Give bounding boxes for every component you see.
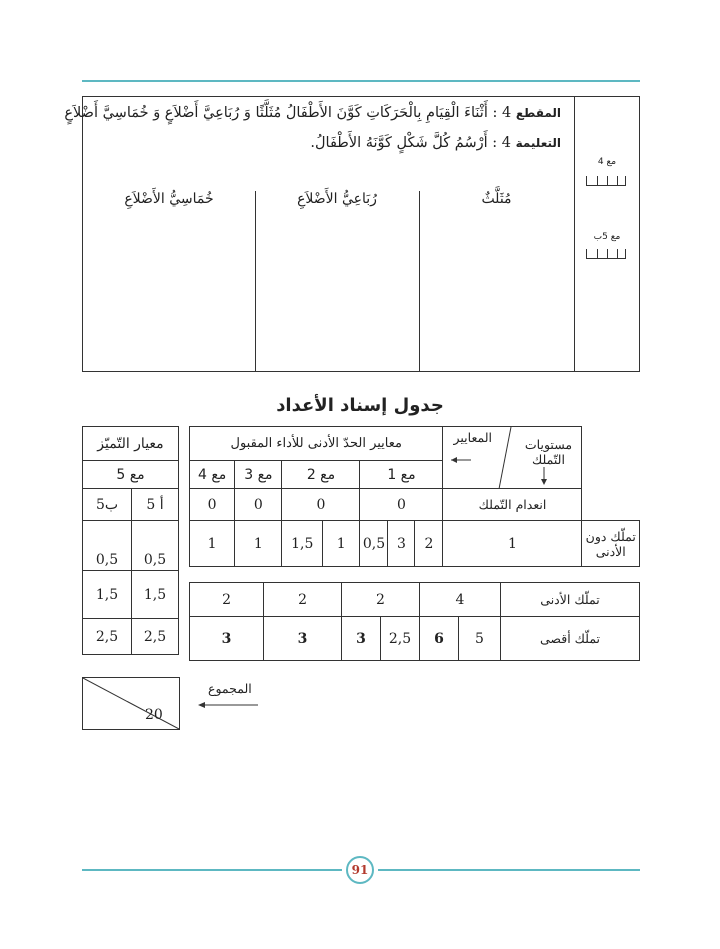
down-arrow-icon: [541, 479, 547, 485]
criterion-4-header: مع 4: [190, 461, 235, 489]
max-c2-a: 2,5: [381, 617, 420, 661]
segment-label: المقطع: [515, 106, 561, 120]
column-triangle: مُثَلَّثٌ: [481, 191, 512, 207]
total-diagonal: [83, 678, 179, 729]
column-divider-2: [255, 191, 256, 371]
top-rule: [82, 80, 640, 82]
below-c2-c: 1,5: [282, 521, 323, 567]
min-criteria-table-lower: [189, 582, 640, 661]
page-number: 91: [346, 856, 374, 884]
instruction-number: 4: [501, 135, 511, 151]
below-c1-c: 3: [388, 521, 415, 567]
excellence-value: 2,5: [83, 619, 132, 655]
excellence-table: [82, 426, 179, 655]
excellence-value: 0,5: [83, 521, 132, 571]
max-c4: 3: [190, 617, 264, 661]
excellence-value: 1,5: [83, 571, 132, 619]
min-c3: 2: [264, 583, 342, 617]
row-label-max: تملّك أقصى: [501, 617, 640, 661]
left-arrow-icon: [451, 457, 457, 463]
max-c1-a: 5: [459, 617, 501, 661]
max-c3: 3: [264, 617, 342, 661]
min-c1: 4: [420, 583, 501, 617]
min-c2: 2: [342, 583, 420, 617]
none-c1: 0: [360, 489, 443, 521]
min-criteria-header: معايير الحدّ الأدنى للأداء المقبول: [190, 427, 443, 461]
min-criteria-table-upper: [189, 426, 640, 567]
table-title: جدول إسناد الأعداد: [276, 395, 444, 416]
column-divider-1: [419, 191, 420, 371]
none-c2: 0: [282, 489, 360, 521]
excellence-value: 2,5: [132, 619, 179, 655]
below-c3: 1: [235, 521, 282, 567]
criterion-1-header: مع 1: [360, 461, 443, 489]
criterion-4-label: مع 4: [597, 157, 617, 167]
max-c2-b: 3: [342, 617, 381, 661]
excellence-criterion: مع 5: [83, 461, 179, 489]
below-c1-b: 2: [415, 521, 443, 567]
criterion-4-score-boxes: [586, 176, 626, 186]
criterion-5b-score-boxes: [586, 249, 626, 259]
row-label-min: تملّك الأدنى: [501, 583, 640, 617]
column-quadrilateral: رُبَاعِيُّ الأَضْلاَعِ: [297, 191, 377, 207]
segment-text: : أَثْنَاءَ الْقِيَامِ بِالْحَرَكَاتِ كَوَّنَ الأَطْفَالُ مُثَلَّثًا وَ رُبَاعِيَّ أَضْلاَعٍ وَ خُمَاسِيَّ أَضْلاَعٍ: [64, 105, 498, 121]
levels-criteria-header: [443, 427, 582, 489]
below-c4: 1: [190, 521, 235, 567]
total-value: 20: [145, 707, 163, 723]
criterion-5b-label: مع 5ب: [593, 232, 621, 242]
criteria-column-divider: [574, 97, 575, 371]
segment-number: 4: [501, 105, 512, 121]
total-box: [82, 677, 180, 730]
bottom-rule-left: [82, 869, 342, 871]
excellence-sub-a: 5 أ: [132, 489, 179, 521]
row-label-none: انعدام التّملك: [443, 489, 582, 521]
task-box: [64, 96, 640, 372]
max-c1-b: 6: [420, 617, 459, 661]
total-arrow-icon: [196, 699, 260, 711]
segment-line: [64, 105, 561, 121]
criterion-3-header: مع 3: [235, 461, 282, 489]
excellence-value: 1,5: [132, 571, 179, 619]
excellence-sub-b: 5ب: [83, 489, 132, 521]
levels-label: مستويات التّملك: [524, 437, 573, 467]
none-c4: 0: [190, 489, 235, 521]
instruction-label: التعليمة: [515, 136, 561, 150]
bottom-rule-right: [378, 869, 640, 871]
min-c4: 2: [190, 583, 264, 617]
instruction-line: [310, 135, 561, 151]
criterion-2-header: مع 2: [282, 461, 360, 489]
below-c1-a: 1: [443, 521, 582, 567]
criteria-label: المعايير: [453, 430, 492, 445]
row-label-below: تملّك دون الأدنى: [582, 521, 640, 567]
below-c2-a: 0,5: [360, 521, 388, 567]
excellence-header: معيار التّميّز: [83, 427, 179, 461]
below-c2-b: 1: [322, 521, 360, 567]
instruction-text: : أَرْسُمُ كُلَّ شَكْلٍ كَوَّنَهُ الأَطْفَالُ.: [310, 135, 498, 151]
total-label: المجموع: [208, 681, 252, 696]
excellence-value: 0,5: [132, 521, 179, 571]
column-pentagon: خُمَاسِيُّ الأَضْلاَعِ: [124, 191, 214, 207]
none-c3: 0: [235, 489, 282, 521]
